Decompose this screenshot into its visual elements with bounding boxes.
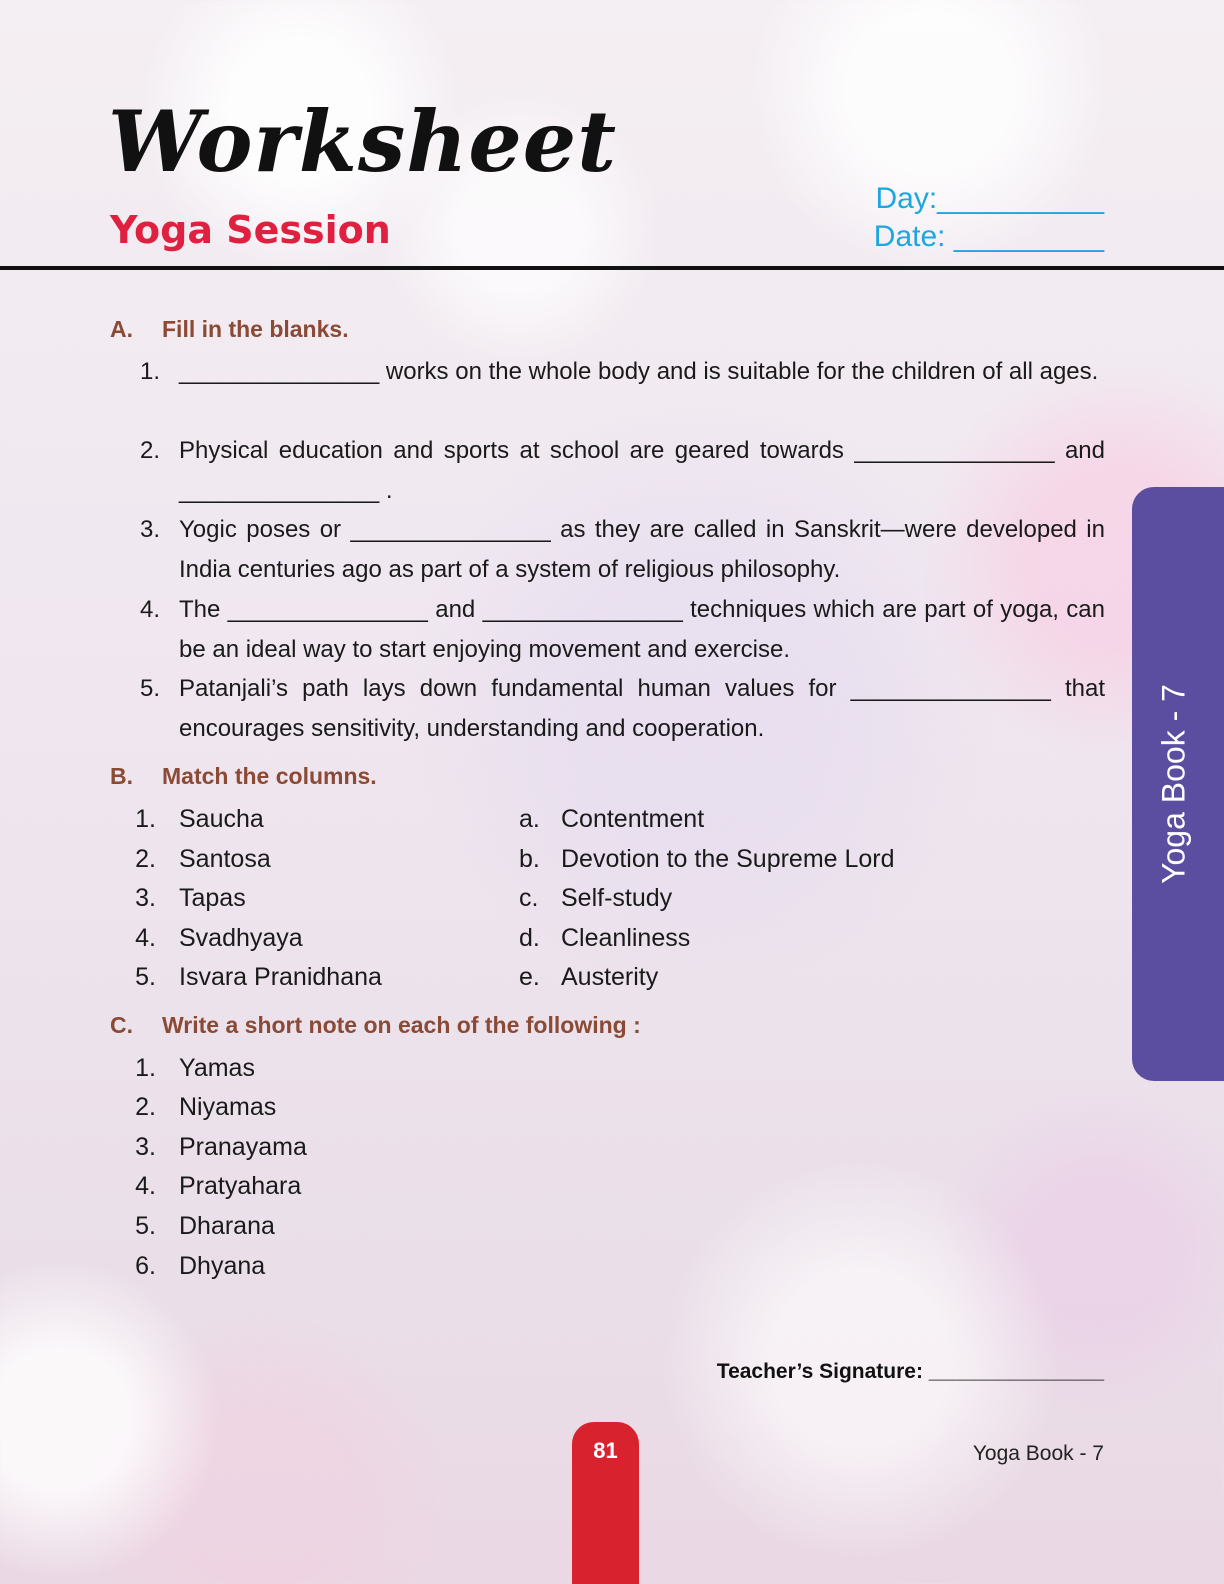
item-text: Cleanliness bbox=[561, 924, 691, 952]
item-number: 1. bbox=[139, 358, 160, 385]
item-letter: b. bbox=[519, 845, 540, 873]
item-text: Niyamas bbox=[179, 1093, 277, 1121]
section-a-title: Fill in the blanks. bbox=[162, 316, 349, 342]
short-note-item bbox=[130, 1087, 276, 1127]
short-note-item bbox=[130, 1246, 265, 1286]
item-text: Isvara Pranidhana bbox=[179, 963, 382, 991]
match-right-item bbox=[519, 957, 658, 997]
date-field: Date: _________ bbox=[873, 220, 1104, 253]
section-b-heading bbox=[110, 763, 377, 790]
item-number: 4. bbox=[139, 596, 160, 623]
item-text: Austerity bbox=[561, 963, 659, 991]
item-text: Self-study bbox=[561, 884, 673, 912]
footer-book-label: Yoga Book - 7 bbox=[972, 1442, 1104, 1465]
item-text: Patanjali’s path lays down fundamental human values for _______________ that encourages sensitivity, understanding and cooperation. bbox=[179, 675, 1105, 742]
fill-blank-item bbox=[130, 590, 1105, 670]
item-text: The _______________ and _______________ techniques which are part of yoga, can be an ideal way to start enjoying movement and exercise. bbox=[179, 596, 1105, 663]
match-right-item bbox=[519, 918, 690, 958]
item-number: 2. bbox=[135, 1093, 156, 1121]
day-date-block bbox=[874, 180, 1104, 256]
item-text: Pranayama bbox=[179, 1133, 307, 1161]
item-number: 3. bbox=[135, 884, 156, 912]
header-divider bbox=[0, 266, 1224, 270]
match-left-item bbox=[130, 878, 246, 918]
item-text: Yogic poses or _______________ as they are called in Sanskrit—were developed in India centuries ago as part of a system of religious philosophy. bbox=[179, 516, 1105, 583]
item-number: 4. bbox=[135, 924, 156, 952]
item-number: 3. bbox=[139, 516, 160, 543]
short-note-item bbox=[130, 1127, 307, 1167]
item-letter: e. bbox=[519, 963, 540, 991]
item-number: 1. bbox=[135, 1054, 156, 1082]
item-text: Santosa bbox=[179, 845, 271, 873]
item-number: 2. bbox=[139, 437, 160, 464]
item-text: _______________ works on the whole body and is suitable for the children of all ages. bbox=[179, 358, 1099, 385]
short-note-item bbox=[130, 1206, 275, 1246]
item-letter: c. bbox=[519, 884, 539, 912]
item-text: Pratyahara bbox=[179, 1172, 302, 1200]
side-tab-label: Yoga Book - 7 bbox=[1155, 684, 1192, 884]
section-c-title: Write a short note on each of the following : bbox=[162, 1012, 641, 1038]
item-text: Tapas bbox=[179, 884, 246, 912]
match-left-item bbox=[130, 918, 303, 958]
section-a-letter: A. bbox=[110, 316, 133, 342]
side-book-tab bbox=[1132, 487, 1224, 1081]
item-text: Dhyana bbox=[179, 1252, 266, 1280]
item-text: Devotion to the Supreme Lord bbox=[561, 845, 895, 873]
fill-blank-item bbox=[130, 352, 1105, 392]
item-letter: d. bbox=[519, 924, 540, 952]
short-note-item bbox=[130, 1048, 255, 1088]
item-number: 5. bbox=[135, 1212, 156, 1240]
item-number: 2. bbox=[135, 845, 156, 873]
page-title: Worksheet bbox=[108, 92, 618, 191]
section-c-letter: C. bbox=[110, 1012, 133, 1038]
item-letter: a. bbox=[519, 805, 540, 833]
short-note-item bbox=[130, 1166, 301, 1206]
fill-blank-item bbox=[130, 431, 1105, 511]
day-field: Day:__________ bbox=[875, 182, 1104, 215]
section-c-heading bbox=[110, 1012, 641, 1039]
item-number: 6. bbox=[135, 1252, 156, 1280]
teacher-signature: Teacher’s Signature: _______________ bbox=[716, 1360, 1104, 1383]
match-left-item bbox=[130, 957, 382, 997]
page-subtitle: Yoga Session bbox=[110, 208, 391, 252]
item-number: 3. bbox=[135, 1133, 156, 1161]
item-text: Dharana bbox=[179, 1212, 275, 1240]
match-right-item bbox=[519, 878, 672, 918]
match-left-item bbox=[130, 799, 264, 839]
item-number: 1. bbox=[135, 805, 156, 833]
page-number-tab bbox=[572, 1422, 639, 1584]
item-number: 5. bbox=[135, 963, 156, 991]
fill-blank-item bbox=[130, 510, 1105, 590]
match-right-item bbox=[519, 799, 704, 839]
match-right-item bbox=[519, 839, 895, 879]
page-number: 81 bbox=[593, 1438, 618, 1463]
item-text: Contentment bbox=[561, 805, 705, 833]
item-text: Yamas bbox=[179, 1054, 255, 1082]
item-text: Svadhyaya bbox=[179, 924, 303, 952]
fill-blank-item bbox=[130, 669, 1105, 749]
section-b-letter: B. bbox=[110, 763, 133, 789]
item-number: 5. bbox=[139, 675, 160, 702]
item-text: Saucha bbox=[179, 805, 264, 833]
item-text: Physical education and sports at school are geared towards _______________ and _______________ . bbox=[179, 437, 1105, 504]
item-number: 4. bbox=[135, 1172, 156, 1200]
section-a-heading bbox=[110, 316, 349, 343]
section-b-title: Match the columns. bbox=[162, 763, 377, 789]
match-left-item bbox=[130, 839, 271, 879]
